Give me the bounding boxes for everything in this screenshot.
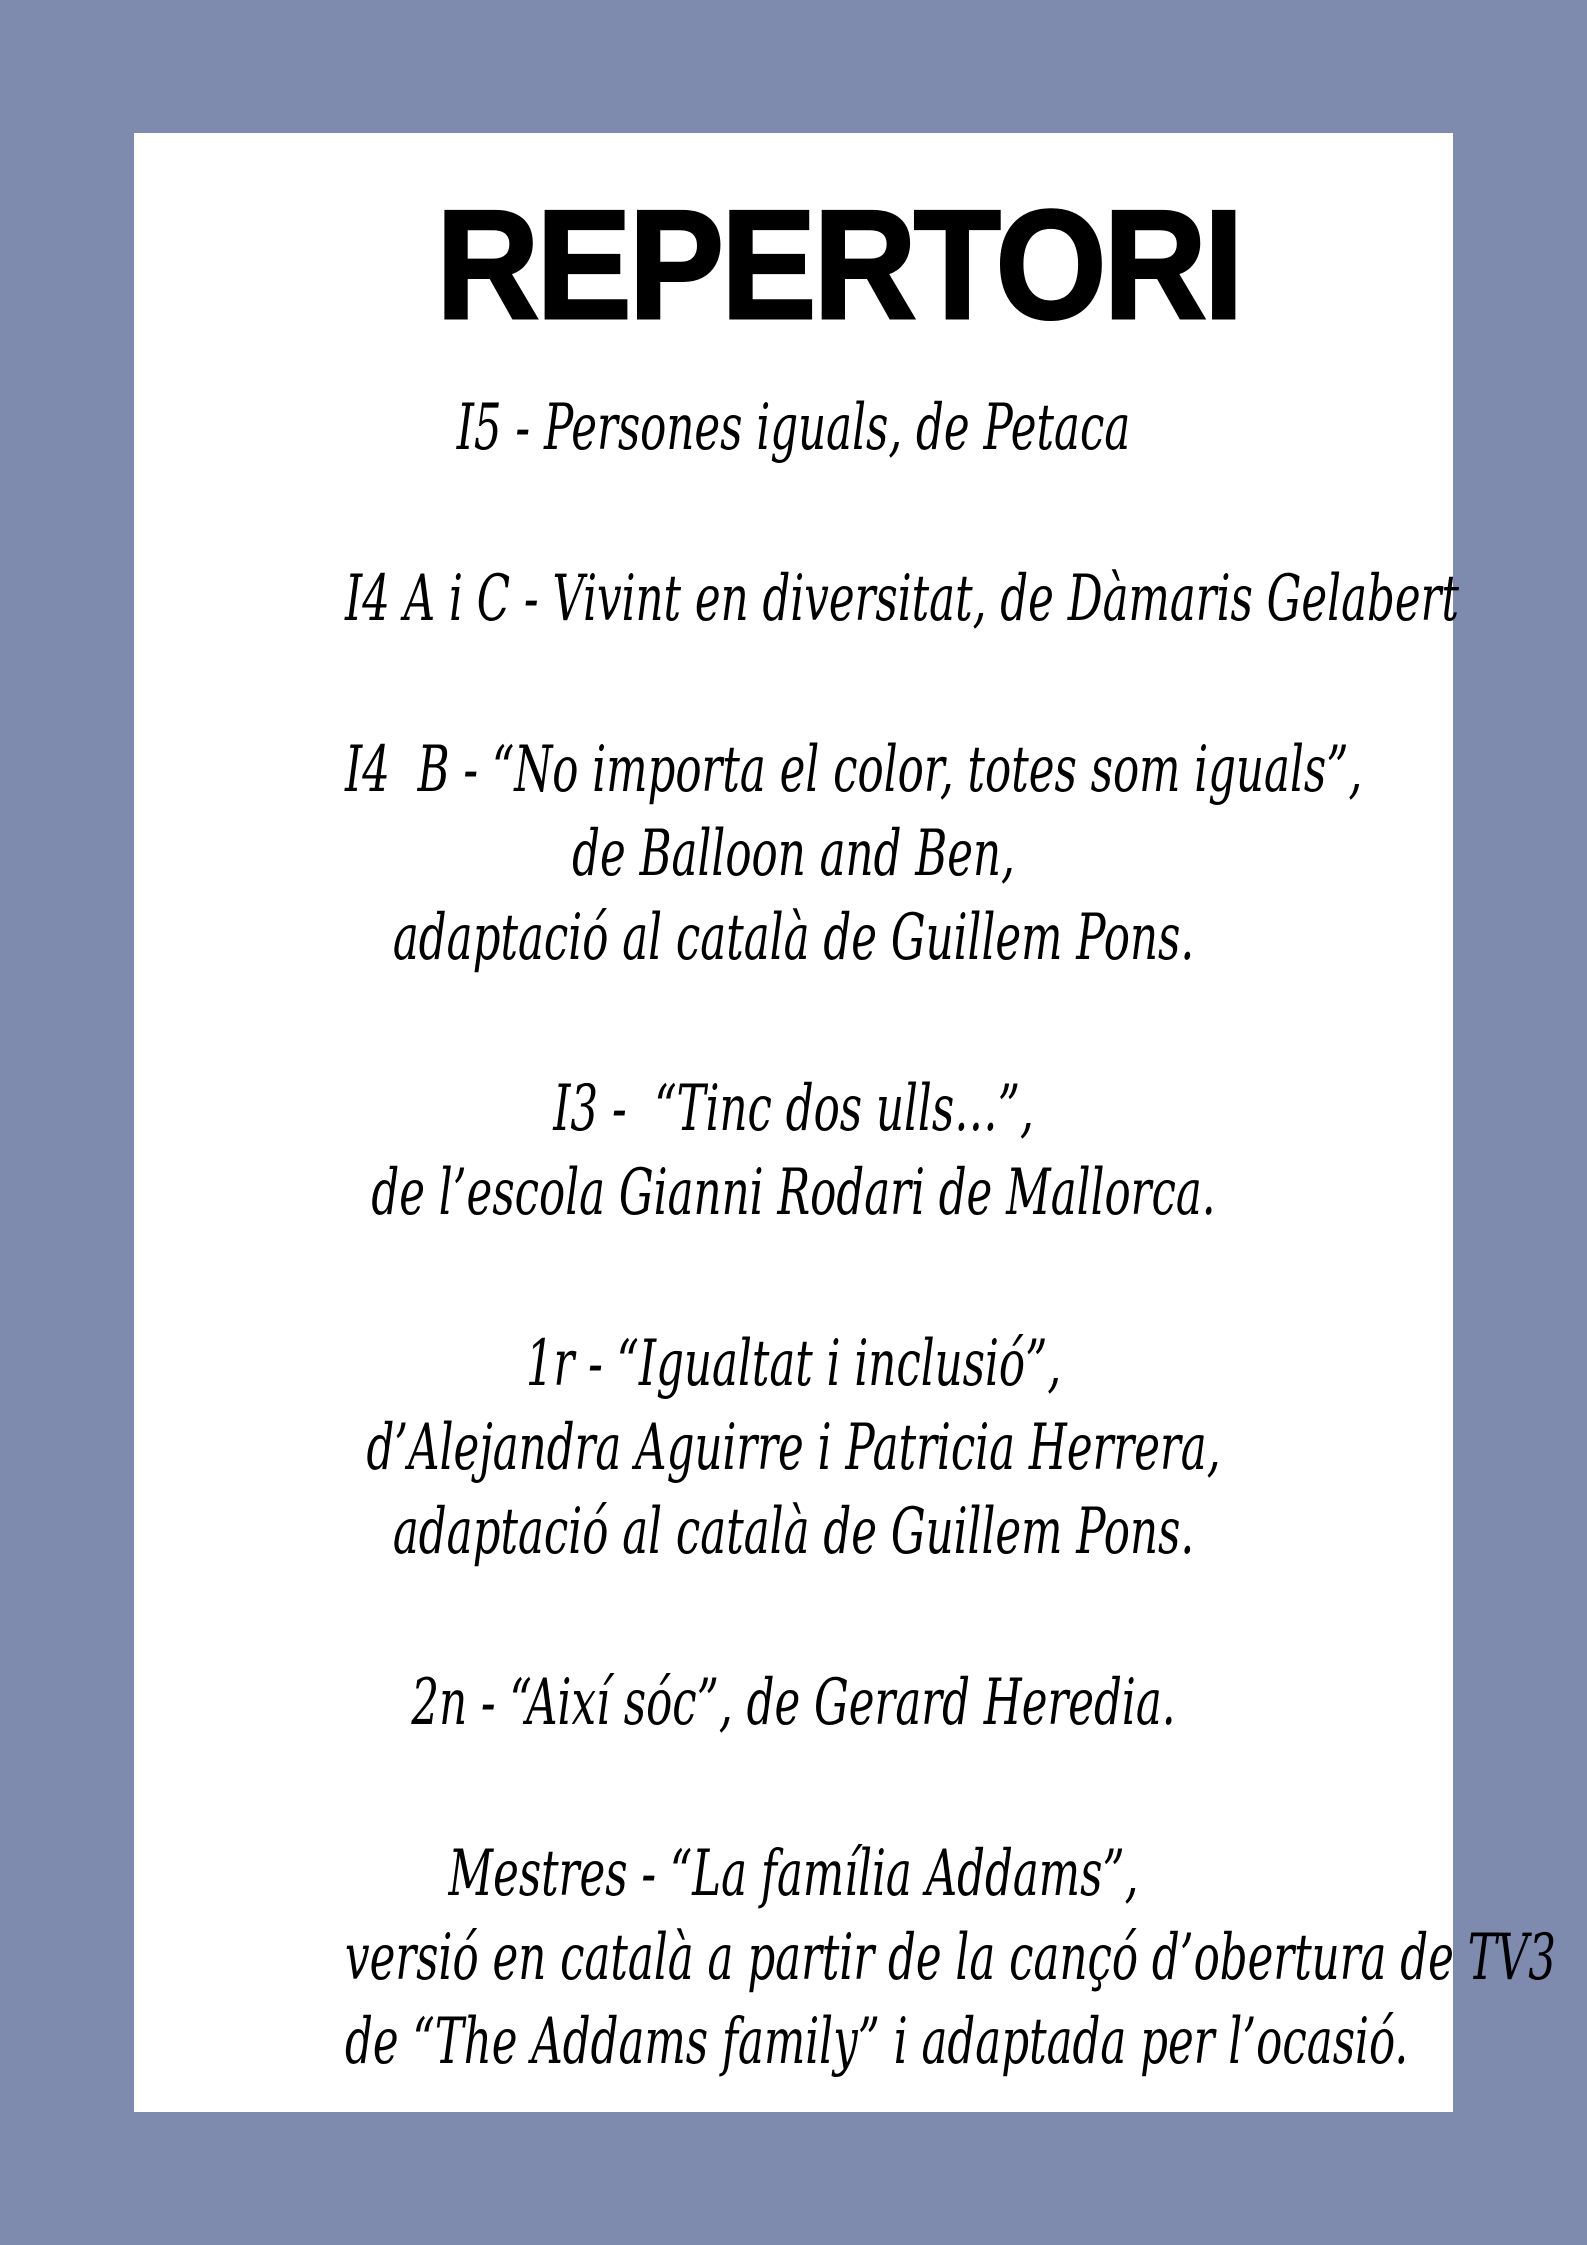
repertoire-stanza [134,386,1453,470]
repertoire-line: I3 - “Tinc dos ulls…”, [553,1072,1034,1146]
repertoire-stanza [134,1832,1556,2084]
repertoire-line: de l’escola Gianni Rodari de Mallorca. [371,1156,1216,1230]
repertoire-stanza [134,1661,1453,1745]
poster-panel [134,133,1556,2112]
repertoire-line: versió en català a partir de la cançó d’obertura de TV3 [345,1921,1556,1995]
repertoire-line: Mestres - “La família Addams”, [448,1837,1139,1911]
repertoire-line: adaptació al català de Guillem Pons. [392,1495,1195,1569]
repertoire-line: I4 B - “No importa el color, totes som iguals”, [345,733,1363,807]
repertoire-list [134,386,1556,2084]
repertoire-line: de “The Addams family” i adaptada per l’ocasió. [345,2005,1409,2079]
page-title: REPERTORI [436,178,1241,351]
repertoire-stanza [134,557,1459,641]
repertoire-line: d’Alejandra Aguirre i Patricia Herrera, [366,1411,1221,1485]
repertoire-stanza [134,728,1453,980]
repertoire-line: adaptació al català de Guillem Pons. [392,901,1195,975]
repertoire-line: de Balloon and Ben, [572,817,1015,891]
repertoire-stanza [134,1322,1453,1574]
repertoire-line: 1r - “Igualtat i inclusió”, [525,1327,1062,1401]
repertoire-line: I4 A i C - Vivint en diversitat, de Dàmaris Gelabert [345,562,1459,636]
repertoire-line: I5 - Persones iguals, de Petaca [456,391,1131,465]
repertoire-line: 2n - “Així sóc”, de Gerard Heredia. [411,1666,1176,1740]
repertoire-stanza [134,1067,1453,1235]
